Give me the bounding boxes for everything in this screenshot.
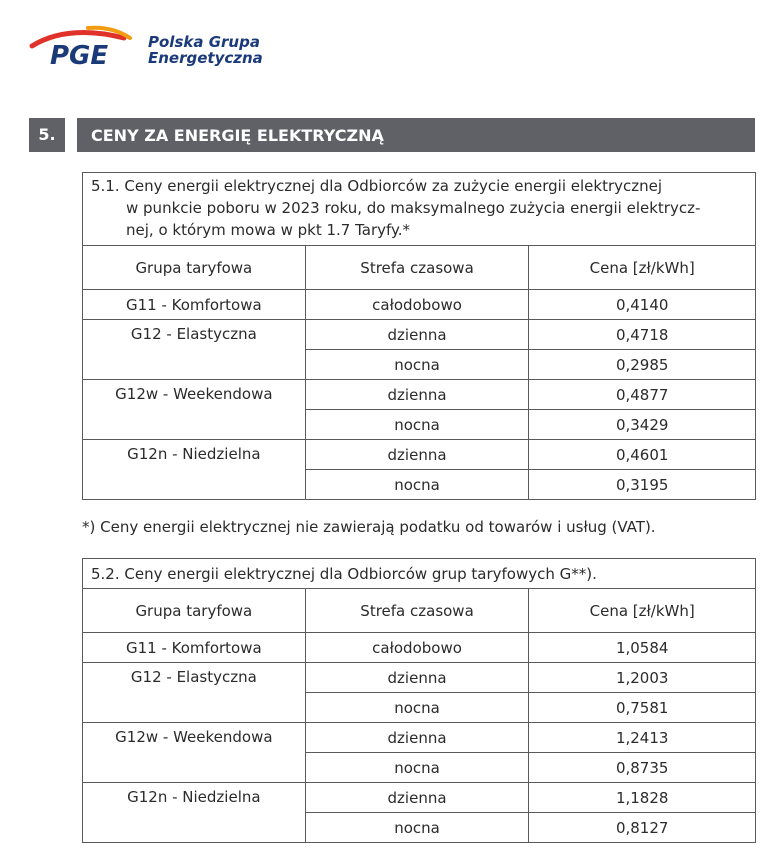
- zone-cell: nocna: [305, 410, 529, 440]
- price-cell: 0,4601: [529, 440, 756, 470]
- zone-cell: całodobowo: [305, 633, 529, 663]
- caption-line: w punkcie poboru w 2023 roku, do maksymalnego zużycia energii elektrycz-: [126, 199, 701, 217]
- table-caption: [83, 173, 756, 246]
- col-header-price: Cena [zł/kWh]: [529, 246, 756, 290]
- table-row: [83, 783, 756, 813]
- group-cell: G12 - Elastyczna: [83, 663, 306, 723]
- col-header-group: Grupa taryfowa: [83, 589, 306, 633]
- brand-name-line1: Polska Grupa: [148, 33, 260, 51]
- group-cell: G12w - Weekendowa: [83, 723, 306, 783]
- vat-footnote: *) Ceny energii elektrycznej nie zawierają podatku od towarów i usług (VAT).: [82, 518, 656, 536]
- price-cell: 0,7581: [529, 693, 756, 723]
- zone-cell: dzienna: [305, 380, 529, 410]
- price-table-5-2: [82, 558, 756, 843]
- group-cell: G12 - Elastyczna: [83, 320, 306, 380]
- group-cell: G12n - Niedzielna: [83, 783, 306, 843]
- col-header-group: Grupa taryfowa: [83, 246, 306, 290]
- price-cell: 1,2413: [529, 723, 756, 753]
- zone-cell: dzienna: [305, 440, 529, 470]
- caption-line: nej, o którym mowa w pkt 1.7 Taryfy.*: [126, 221, 411, 239]
- table-header-row: [83, 589, 756, 633]
- group-cell: G11 - Komfortowa: [83, 633, 306, 663]
- table-row: [83, 440, 756, 470]
- price-cell: 0,8127: [529, 813, 756, 843]
- zone-cell: nocna: [305, 470, 529, 500]
- price-cell: 1,1828: [529, 783, 756, 813]
- brand-name: [148, 34, 263, 66]
- zone-cell: nocna: [305, 813, 529, 843]
- zone-cell: nocna: [305, 693, 529, 723]
- col-header-zone: Strefa czasowa: [305, 589, 529, 633]
- col-header-price: Cena [zł/kWh]: [529, 589, 756, 633]
- price-cell: 0,2985: [529, 350, 756, 380]
- zone-cell: dzienna: [305, 663, 529, 693]
- zone-cell: dzienna: [305, 723, 529, 753]
- price-table-5-1: [82, 172, 756, 500]
- zone-cell: nocna: [305, 753, 529, 783]
- table-row: [83, 663, 756, 693]
- group-cell: G11 - Komfortowa: [83, 290, 306, 320]
- zone-cell: całodobowo: [305, 290, 529, 320]
- table-row: [83, 723, 756, 753]
- pge-logo-text: PGE: [50, 41, 109, 70]
- price-cell: 0,3429: [529, 410, 756, 440]
- section-number: 5.: [29, 118, 65, 152]
- caption-line: 5.1. Ceny energii elektrycznej dla Odbiorców za zużycie energii elektrycznej: [91, 177, 663, 195]
- table-row: [83, 320, 756, 350]
- section-title: CENY ZA ENERGIĘ ELEKTRYCZNĄ: [77, 118, 755, 152]
- price-cell: 0,3195: [529, 470, 756, 500]
- table-row: [83, 290, 756, 320]
- pge-arc-icon: [28, 20, 148, 70]
- price-cell: 1,2003: [529, 663, 756, 693]
- table-header-row: [83, 246, 756, 290]
- zone-cell: nocna: [305, 350, 529, 380]
- brand-name-line2: Energetyczna: [148, 49, 263, 67]
- group-cell: G12w - Weekendowa: [83, 380, 306, 440]
- table-caption: 5.2. Ceny energii elektrycznej dla Odbiorców grup taryfowych G**).: [83, 559, 756, 589]
- price-cell: 0,8735: [529, 753, 756, 783]
- group-cell: G12n - Niedzielna: [83, 440, 306, 500]
- price-cell: 1,0584: [529, 633, 756, 663]
- price-cell: 0,4877: [529, 380, 756, 410]
- table-row: [83, 633, 756, 663]
- zone-cell: dzienna: [305, 783, 529, 813]
- pge-logo: [28, 20, 278, 72]
- price-cell: 0,4140: [529, 290, 756, 320]
- zone-cell: dzienna: [305, 320, 529, 350]
- col-header-zone: Strefa czasowa: [305, 246, 529, 290]
- table-row: [83, 380, 756, 410]
- price-cell: 0,4718: [529, 320, 756, 350]
